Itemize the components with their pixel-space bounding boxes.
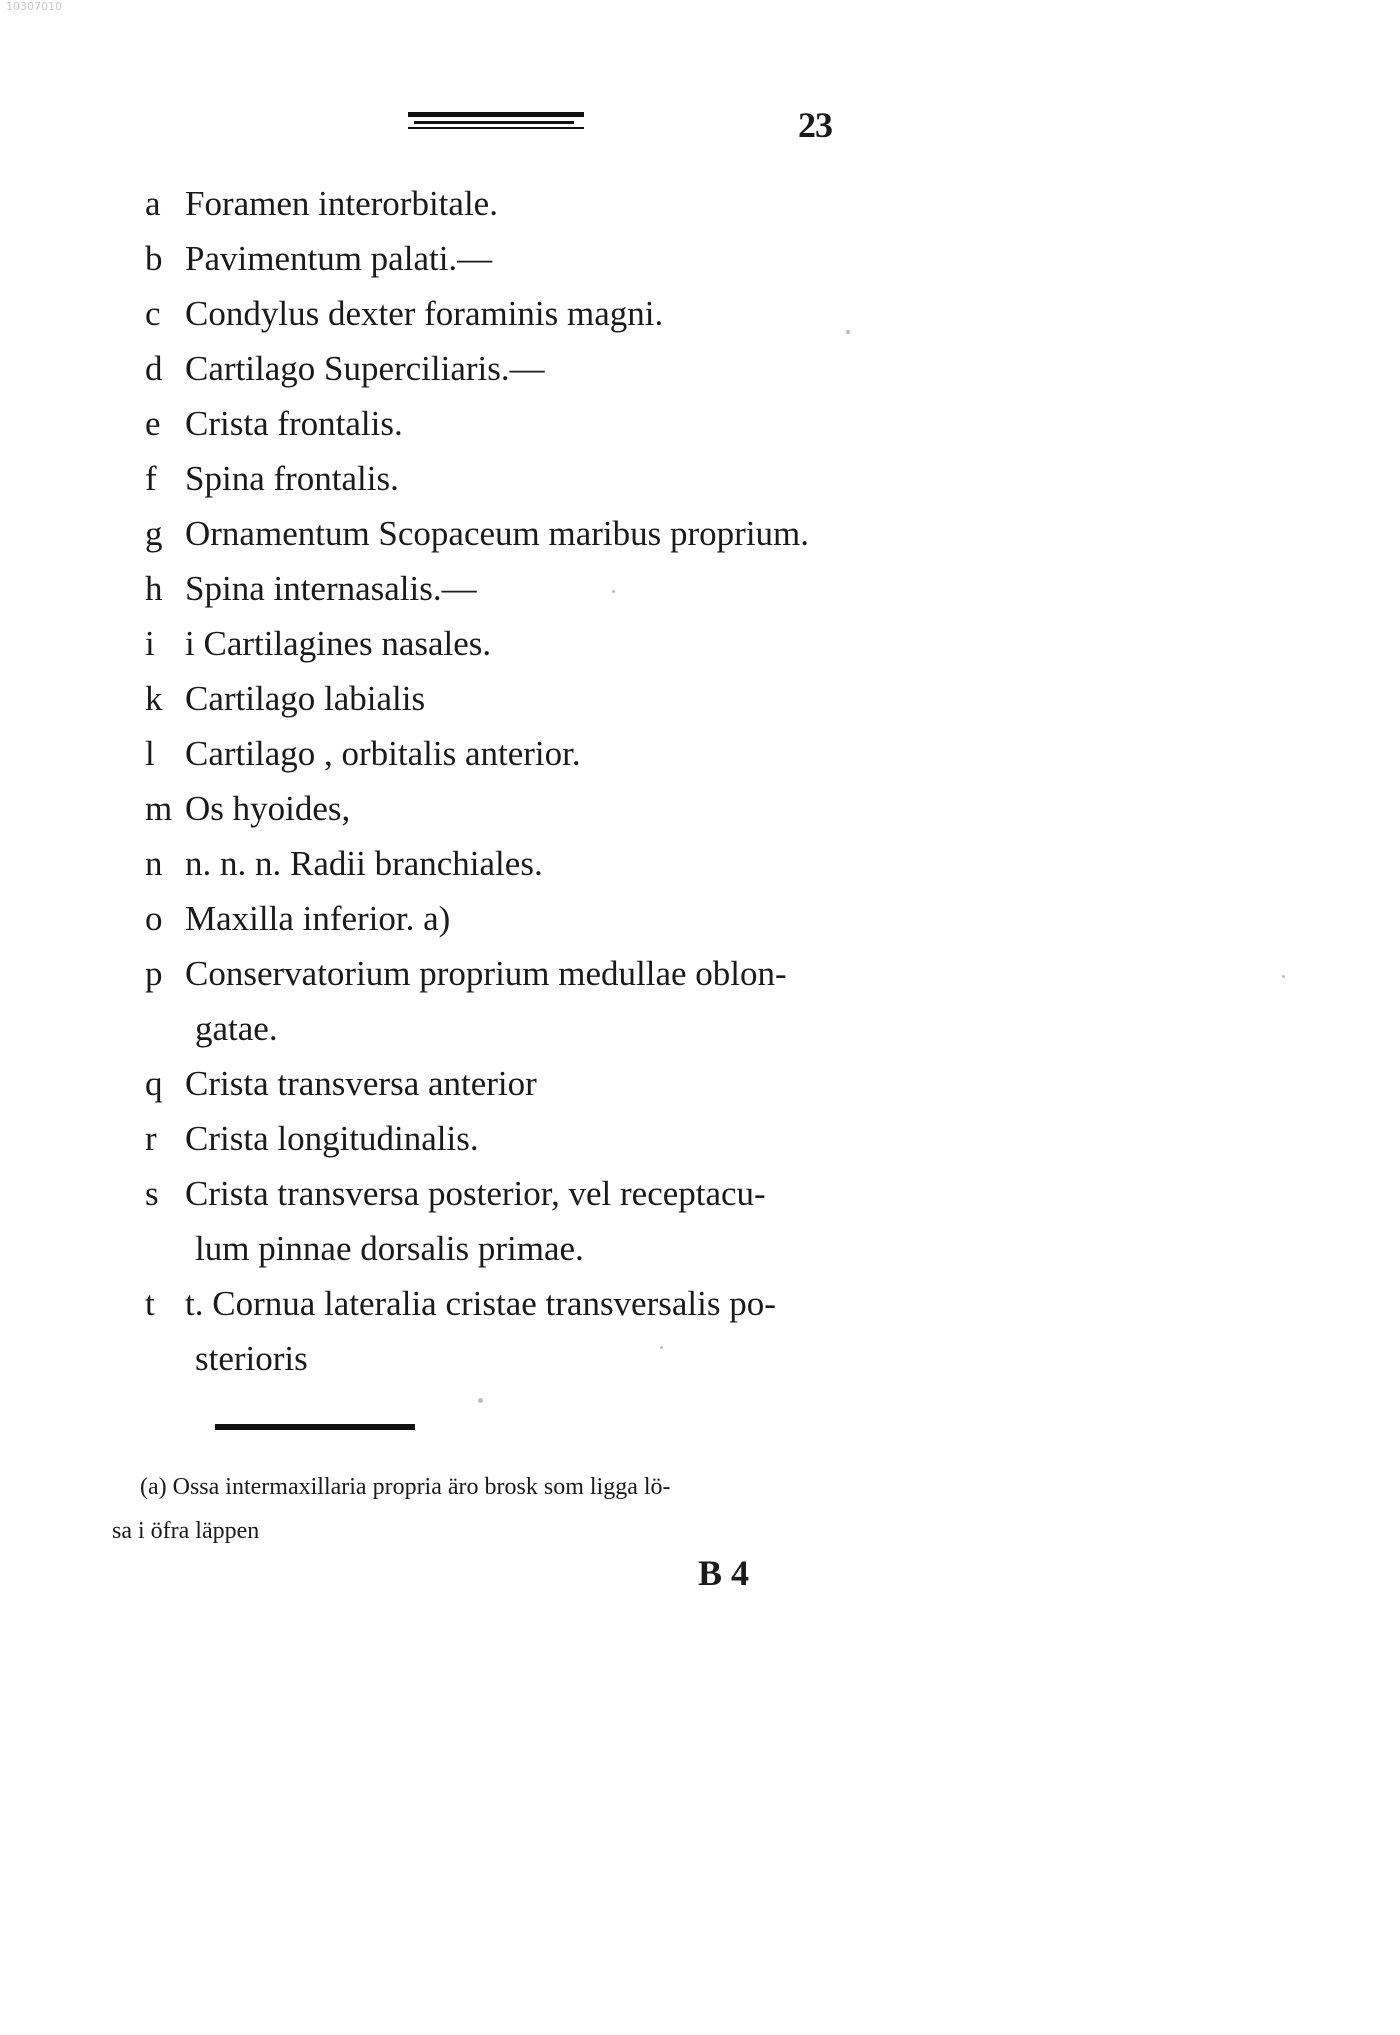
legend-key: i: [145, 624, 155, 663]
legend-key: s: [145, 1174, 159, 1213]
legend-text: gatae.: [195, 1009, 278, 1048]
paper-speck: [478, 1398, 483, 1403]
legend-key: c: [145, 294, 161, 333]
legend-key: o: [145, 899, 163, 938]
paper-speck: [846, 330, 850, 334]
header-rule-bar: [408, 127, 584, 129]
legend-entry: [145, 561, 905, 616]
legend-entry: [145, 1056, 905, 1111]
legend-text: Maxilla inferior. a): [185, 899, 451, 938]
legend-key: q: [145, 1064, 163, 1103]
legend-text: n. n. n. Radii branchiales.: [185, 844, 543, 883]
library-stamp: 10307010: [6, 0, 62, 13]
legend-text: Cartilago labialis: [185, 679, 426, 718]
legend-text: Condylus dexter foraminis magni.: [185, 294, 664, 333]
header-ornament-rule: [408, 112, 584, 132]
legend-text: t. Cornua lateralia cristae transversalis po-: [185, 1284, 776, 1323]
legend-entry: [145, 1276, 905, 1331]
legend-entry: [145, 891, 905, 946]
legend-entry: [145, 946, 905, 1001]
footnote-divider: [215, 1424, 415, 1430]
legend-key: m: [145, 789, 173, 828]
legend-key: p: [145, 954, 163, 993]
header-rule-bar: [414, 121, 574, 124]
legend-key: a: [145, 184, 161, 223]
legend-entry: [145, 341, 905, 396]
footnote-line: sa i öfra läppen: [112, 1518, 260, 1544]
legend-entry-continuation: [145, 1331, 905, 1386]
legend-text: i Cartilagines nasales.: [185, 624, 492, 663]
legend-key: f: [145, 459, 157, 498]
legend-key: h: [145, 569, 163, 608]
legend-key: n: [145, 844, 163, 883]
header-rule-bar: [408, 112, 584, 117]
legend-text: Crista longitudinalis.: [185, 1119, 479, 1158]
figure-legend: [145, 176, 905, 1386]
legend-text: Cartilago , orbitalis anterior.: [185, 734, 581, 773]
legend-text: Crista transversa anterior: [185, 1064, 537, 1103]
legend-key: e: [145, 404, 161, 443]
legend-key: b: [145, 239, 163, 278]
legend-key: g: [145, 514, 163, 553]
legend-entry: [145, 671, 905, 726]
legend-entry: [145, 451, 905, 506]
paper-speck: [612, 590, 615, 593]
legend-entry: [145, 176, 905, 231]
legend-text: Conservatorium proprium medullae oblon-: [185, 954, 787, 993]
legend-entry: [145, 616, 905, 671]
legend-entry: [145, 286, 905, 341]
legend-key: k: [145, 679, 163, 718]
legend-text: sterioris: [195, 1339, 308, 1378]
legend-entry: [145, 506, 905, 561]
legend-entry: [145, 1166, 905, 1221]
legend-key: t: [145, 1284, 155, 1323]
legend-text: Crista transversa posterior, vel receptacu-: [185, 1174, 766, 1213]
legend-text: Cartilago Superciliaris.—: [185, 349, 545, 388]
legend-entry-continuation: [145, 1221, 905, 1276]
page-number: 23: [798, 105, 832, 145]
legend-text: lum pinnae dorsalis primae.: [195, 1229, 584, 1268]
legend-text: Foramen interorbitale.: [185, 184, 498, 223]
legend-text: Crista frontalis.: [185, 404, 403, 443]
footnote: [112, 1465, 902, 1553]
legend-text: Spina internasalis.—: [185, 569, 477, 608]
paper-speck: [660, 1346, 663, 1349]
legend-entry: [145, 836, 905, 891]
legend-text: Os hyoides,: [185, 789, 351, 828]
legend-entry: [145, 781, 905, 836]
legend-key: l: [145, 734, 155, 773]
footnote-line: (a) Ossa intermaxillaria propria äro brosk som ligga lö-: [140, 1474, 671, 1500]
legend-entry: [145, 231, 905, 286]
signature-mark: B 4: [698, 1553, 750, 1593]
legend-text: Ornamentum Scopaceum maribus proprium.: [185, 514, 810, 553]
paper-speck: [1282, 975, 1285, 978]
legend-entry-continuation: [145, 1001, 905, 1056]
legend-key: d: [145, 349, 163, 388]
legend-key: r: [145, 1119, 157, 1158]
legend-text: Pavimentum palati.—: [185, 239, 493, 278]
legend-text: Spina frontalis.: [185, 459, 399, 498]
legend-entry: [145, 1111, 905, 1166]
legend-entry: [145, 396, 905, 451]
legend-entry: [145, 726, 905, 781]
